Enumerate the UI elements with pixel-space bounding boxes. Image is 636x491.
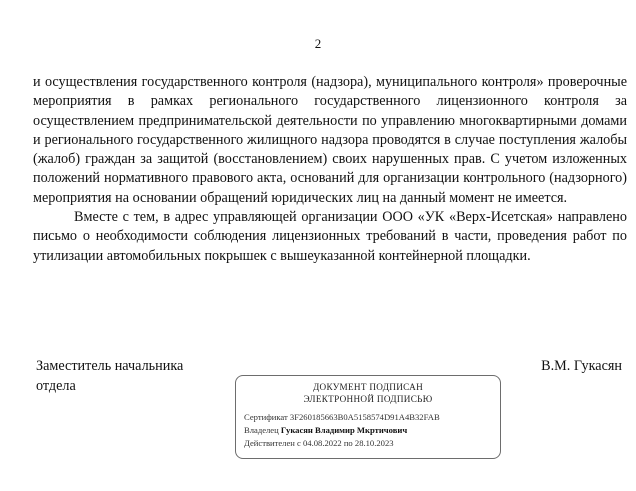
signatory-name: В.М. Гукасян bbox=[541, 358, 622, 374]
stamp-valid-to-label: по bbox=[343, 438, 353, 448]
signatory-position-line2: отдела bbox=[36, 377, 76, 394]
stamp-valid-from: 04.08.2022 bbox=[303, 438, 342, 448]
stamp-owner-label: Владелец bbox=[244, 425, 279, 435]
stamp-heading-line2: ЭЛЕКТРОННОЙ ПОДПИСЬЮ bbox=[303, 393, 433, 404]
body-paragraph-2: Вместе с тем, в адрес управляющей организации ООО «УК «Верх-Исетская» направлено письмо о необходимости соблюдения лицензионных требований в части, проведения работ по утилизации автомобильных покрышек с вышеуказанной контейнерной площадки. bbox=[33, 209, 627, 264]
body-paragraph-1: и осуществления государственного контроля (надзора), муниципального контроля» проверочные мероприятия в рамках регионального государственного лицензионного контроля за осуществлением предпринимательской деятельности по управлению многоквартирными домами и регионального государственного жилищного надзора проводятся в случае поступления жалобы (жалоб) граждан за защитой (восстановлением) своих нарушенных прав. С учетом изложенных положений нормативного правового акта, оснований для организации контрольного (надзорного) мероприятия на основании обращений юридических лиц на данный момент не имеется. bbox=[33, 74, 627, 206]
stamp-certificate-value: 3F260185663B0A5158574D91A4B32FAB bbox=[289, 412, 440, 422]
stamp-certificate-label: Сертификат bbox=[244, 412, 288, 422]
stamp-owner-value: Гукасян Владимир Мкртичович bbox=[280, 425, 408, 435]
electronic-signature-stamp bbox=[235, 375, 501, 459]
signatory-position bbox=[36, 357, 236, 396]
page-number: 2 bbox=[314, 36, 322, 51]
letter-body bbox=[33, 73, 627, 266]
stamp-validity-row bbox=[244, 438, 394, 449]
stamp-certificate-row bbox=[244, 412, 440, 423]
stamp-heading bbox=[236, 382, 500, 405]
stamp-owner-row bbox=[244, 425, 407, 436]
signatory-position-line1: Заместитель начальника bbox=[36, 358, 184, 374]
stamp-valid-to: 28.10.2023 bbox=[354, 438, 394, 448]
stamp-heading-line1: ДОКУМЕНТ ПОДПИСАН bbox=[312, 382, 424, 392]
stamp-valid-label: Действителен с bbox=[244, 438, 301, 448]
